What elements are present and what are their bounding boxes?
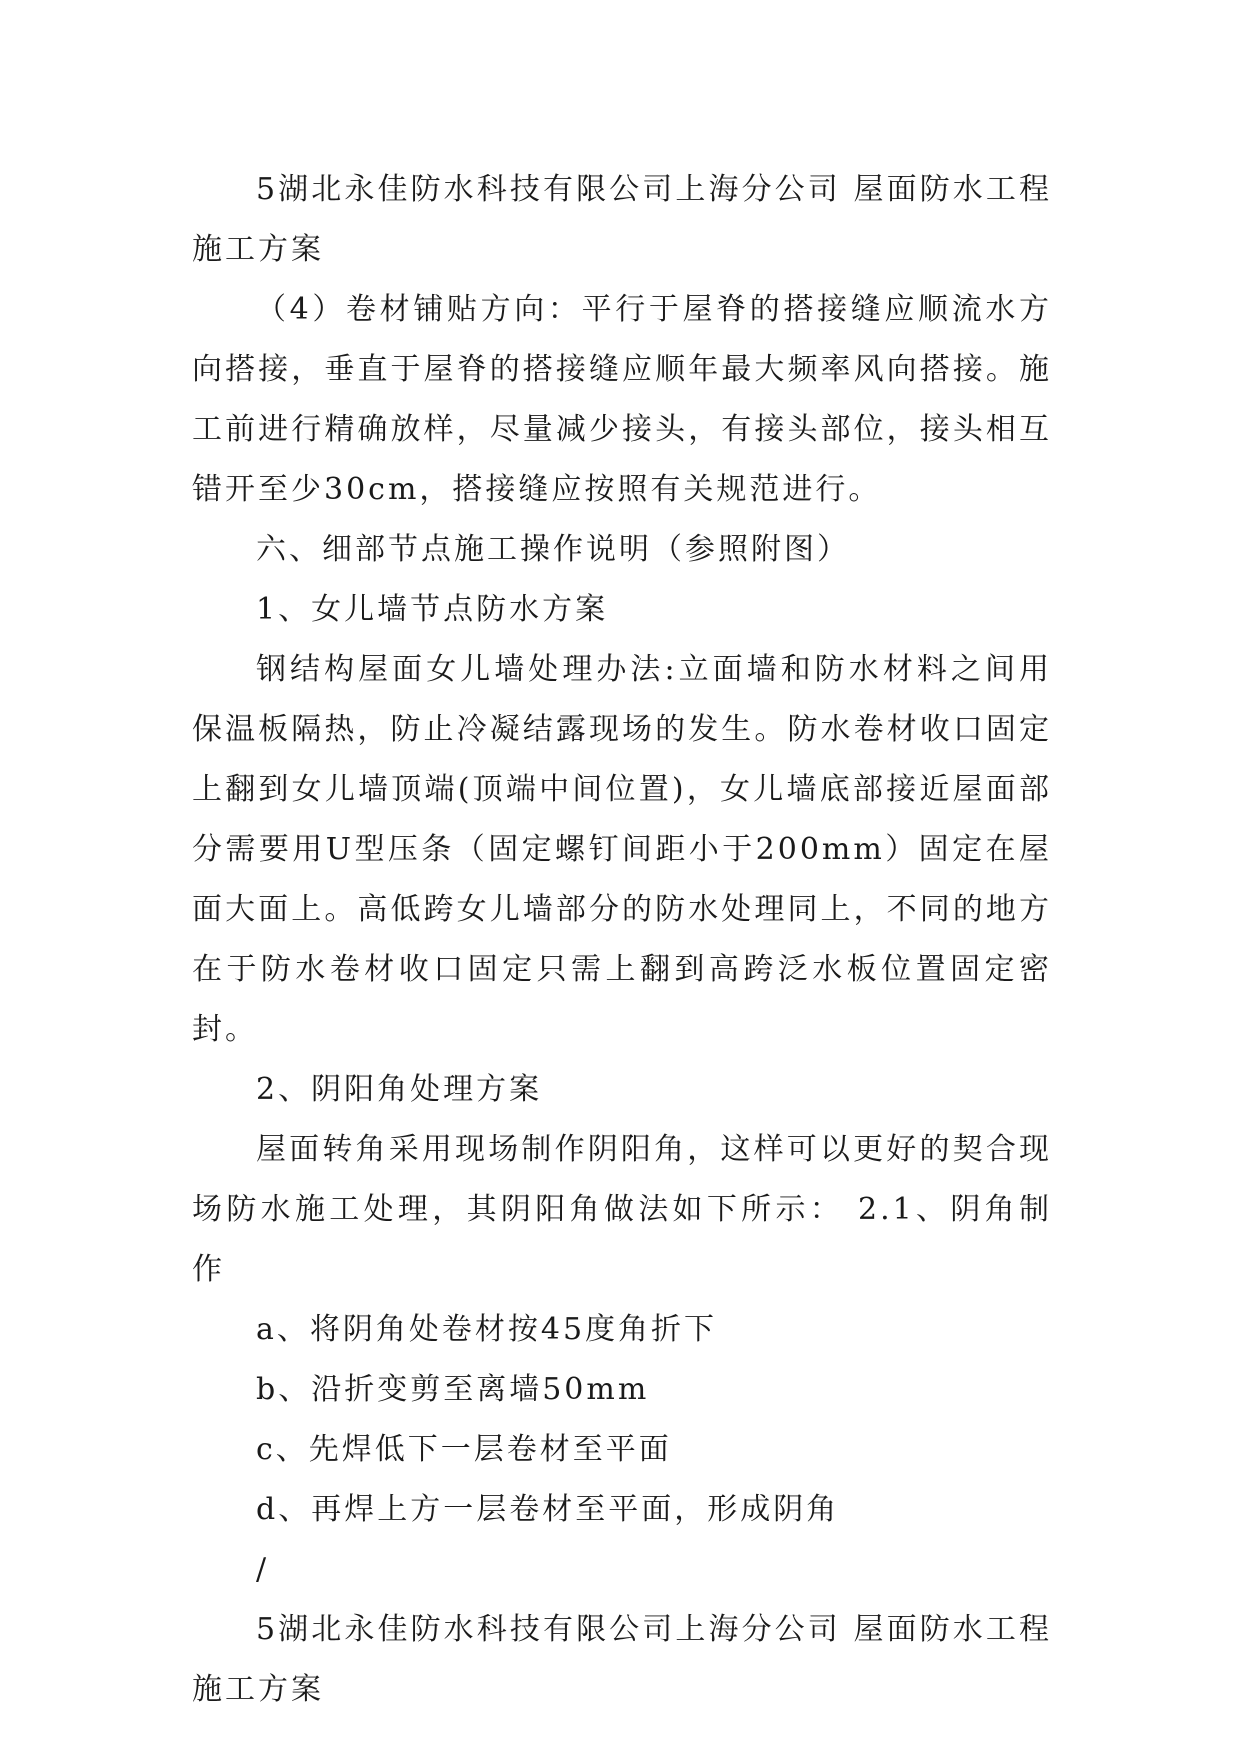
step-c: c、先焊低下一层卷材至平面: [256, 1432, 672, 1467]
header-line-top: 5湖北永佳防水科技有限公司上海分公司 屋面防水工程施工方案: [192, 172, 1052, 267]
slash-mark: /: [256, 1552, 270, 1587]
corner-method-paragraph: 屋面转角采用现场制作阴阳角，这样可以更好的契合现场防水施工处理，其阴阳角做法如下所示： 2.1、阴角制作: [192, 1132, 1052, 1287]
step-a: a、将阴角处卷材按45度角折下: [256, 1312, 718, 1347]
document-body: [192, 160, 1052, 1720]
subheading-parapet: 1、女儿墙节点防水方案: [256, 592, 609, 627]
step-b: b、沿折变剪至离墙50mm: [256, 1372, 650, 1407]
step-d: d、再焊上方一层卷材至平面，形成阴角: [256, 1492, 840, 1527]
section-heading-details: 六、细部节点施工操作说明（参照附图）: [256, 532, 850, 567]
subheading-corners: 2、阴阳角处理方案: [256, 1072, 543, 1107]
roll-laying-direction-paragraph: （4）卷材铺贴方向：平行于屋脊的搭接缝应顺流水方向搭接，垂直于屋脊的搭接缝应顺年最大频率风向搭接。施工前进行精确放样，尽量减少接头，有接头部位，接头相互错开至少30cm，搭接缝应按照有关规范进行。: [192, 292, 1052, 507]
parapet-method-paragraph: 钢结构屋面女儿墙处理办法:立面墙和防水材料之间用保温板隔热，防止冷凝结露现场的发生。防水卷材收口固定上翻到女儿墙顶端(顶端中间位置)，女儿墙底部接近屋面部分需要用U型压条（固定螺钉间距小于200mm）固定在屋面大面上。高低跨女儿墙部分的防水处理同上，不同的地方在于防水卷材收口固定只需上翻到高跨泛水板位置固定密封。: [192, 652, 1052, 1047]
header-line-bottom: 5湖北永佳防水科技有限公司上海分公司 屋面防水工程施工方案: [192, 1612, 1052, 1707]
